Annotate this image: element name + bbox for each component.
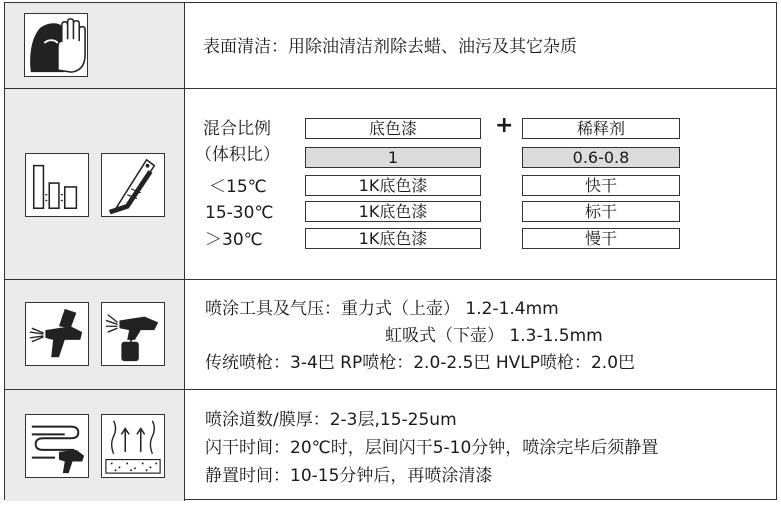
row-mixing-ratio [5, 88, 776, 279]
temp-high-label: ＞30℃ [205, 230, 263, 250]
process-table [4, 2, 777, 500]
siphon-spray-gun-icon [101, 302, 165, 366]
rest-time-text: 静置时间：10-15分钟后，再喷涂清漆 [205, 466, 493, 486]
flash-time-text: 闪干时间：20℃时，层间闪干5-10分钟，喷涂完毕后须静置 [205, 438, 659, 458]
volume-ratio-label: （体积比） [195, 145, 280, 165]
face-wipe-icon [24, 13, 88, 77]
basecoat-ratio: 1 [305, 147, 481, 168]
thinner-slow: 慢干 [522, 228, 680, 249]
coats-thickness-text: 喷涂道数/膜厚：2-3层,15-25um [205, 410, 457, 430]
basecoat-header: 底色漆 [305, 118, 481, 139]
row2-icon-cell [5, 89, 185, 279]
flash-off-icon [101, 414, 165, 478]
row4-icon-cell [5, 390, 185, 501]
measuring-cups-icon [25, 153, 89, 217]
spray-tool-line2: 虹吸式（下壶） 1.3-1.5mm [385, 326, 603, 346]
temp-low-label: ＜15℃ [209, 177, 267, 197]
spray-coats-icon [25, 414, 89, 478]
spray-tool-line1: 喷涂工具及气压：重力式（上壶） 1.2-1.4mm [205, 299, 559, 319]
row-spray-coats [5, 389, 776, 501]
temp-mid-label: 15-30℃ [205, 203, 274, 223]
row-surface-cleaning [5, 3, 776, 88]
basecoat-mid: 1K底色漆 [305, 201, 481, 222]
thinner-header: 稀释剂 [522, 118, 680, 139]
thinner-fast: 快干 [522, 175, 680, 196]
mixing-stick-icon [101, 153, 165, 217]
spray-tool-line3: 传统喷枪：3-4巴 RP喷枪：2.0-2.5巴 HVLP喷枪：2.0巴 [205, 353, 636, 373]
surface-cleaning-text: 表面清洁：用除油清洁剂除去蜡、油污及其它杂质 [203, 37, 577, 57]
row1-icon-cell [5, 3, 185, 88]
thinner-standard: 标干 [522, 201, 680, 222]
basecoat-high: 1K底色漆 [305, 228, 481, 249]
mixing-ratio-label: 混合比例 [203, 119, 271, 139]
gravity-spray-gun-icon [25, 302, 89, 366]
plus-sign: + [495, 113, 514, 138]
row-spray-tools [5, 279, 776, 389]
basecoat-low: 1K底色漆 [305, 175, 481, 196]
row3-icon-cell [5, 280, 185, 389]
thinner-ratio: 0.6-0.8 [522, 147, 680, 168]
